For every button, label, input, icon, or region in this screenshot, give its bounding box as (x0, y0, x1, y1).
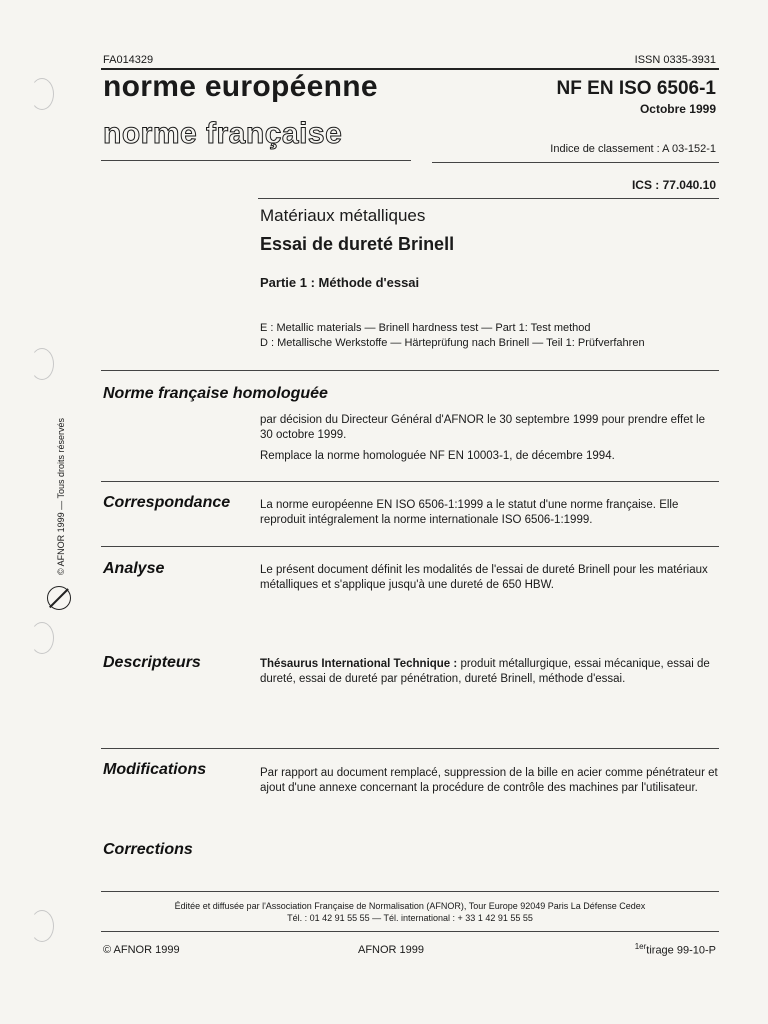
punch-hole-upper (30, 348, 54, 380)
footer-tirage (635, 942, 716, 957)
footer-publisher: Éditée et diffusée par l'Association Française de Normalisation (AFNOR), Tour Europe 92049 Paris La Défense Cedex (174, 901, 646, 911)
translation-en: E : Metallic materials — Brinell hardness test — Part 1: Test method (260, 322, 591, 334)
footer-center: AFNOR 1999 (358, 944, 425, 956)
ics-rule (258, 198, 719, 199)
title-norme-francaise: norme française (103, 117, 343, 150)
section-rule-4 (101, 748, 719, 749)
section-heading-homologuee: Norme française homologuée (103, 385, 328, 402)
section-heading-descripteurs: Descripteurs (103, 654, 201, 671)
footer-copyright: © AFNOR 1999 (103, 944, 180, 956)
descripteurs-label: Thésaurus International Technique : (260, 658, 458, 670)
analyse-text: Le présent document définit les modalités de l'essai de dureté Brinell pour les matériaux métalliques et s'applique jusqu'à une dureté de 650 HBW. (260, 564, 708, 591)
publication-date: Octobre 1999 (639, 102, 716, 116)
descripteurs-block (260, 657, 722, 687)
footer-phone: Tél. : 01 42 91 55 55 — Tél. international : + 33 1 42 91 55 55 (287, 913, 533, 923)
punch-hole-bottom (30, 910, 54, 942)
indice-classement: Indice de classement : A 03-152-1 (550, 143, 716, 155)
nf-reference: NF EN ISO 6506-1 (556, 78, 716, 99)
section-heading-correspondance: Correspondance (103, 494, 231, 511)
section-heading-analyse: Analyse (103, 560, 165, 577)
tirage-superscript: 1er (634, 942, 647, 951)
document-category: Matériaux métalliques (260, 206, 426, 225)
tirage-text: tirage 99-10-P (646, 944, 716, 957)
punch-hole-middle (30, 622, 54, 654)
margin-rights-text: © AFNOR 1999 — Tous droits réservés (56, 417, 66, 575)
modifications-text: Par rapport au document remplacé, suppression de la bille en acier comme pénétrateur et ajout d'une annexe concernant la procédure de contrôle des machines par l'utilisateur. (260, 767, 718, 794)
document-code: FA014329 (103, 54, 154, 66)
punch-hole-top (30, 78, 54, 110)
homologuee-text: par décision du Directeur Général d'AFNOR le 30 septembre 1999 pour prendre effet le 30 octobre 1999. (260, 414, 705, 441)
section-rule-1 (101, 370, 719, 371)
section-heading-corrections: Corrections (103, 841, 193, 858)
no-photocopy-icon (47, 586, 71, 610)
document-title: Essai de dureté Brinell (260, 234, 455, 254)
document-part: Partie 1 : Méthode d'essai (260, 275, 420, 290)
footer-rule (101, 891, 719, 892)
title-underline (101, 160, 411, 161)
section-heading-modifications: Modifications (103, 761, 207, 778)
issn: ISSN 0335-3931 (634, 54, 716, 66)
translation-de: D : Metallische Werkstoffe — Härteprüfung nach Brinell — Teil 1: Prüfverfahren (260, 337, 645, 349)
title-norme-europeenne: norme européenne (103, 70, 378, 103)
section-rule-3 (101, 546, 719, 547)
descripteurs-text: produit métallurgique, essai mécanique, essai de dureté, essai de dureté par pénétration, dureté Brinell, méthode d'essai. (260, 658, 710, 685)
homologuee-replaces: Remplace la norme homologuée NF EN 10003-1, de décembre 1994. (260, 450, 615, 462)
correspondance-text: La norme européenne EN ISO 6506-1:1999 a le statut d'une norme française. Elle reproduit intégralement la norme internationale ISO 6506-1:1999. (260, 499, 679, 526)
ics-code: ICS : 77.040.10 (631, 178, 716, 192)
footer-bottom-rule (101, 931, 719, 932)
section-rule-2 (101, 481, 719, 482)
header-right-rule (432, 162, 719, 163)
